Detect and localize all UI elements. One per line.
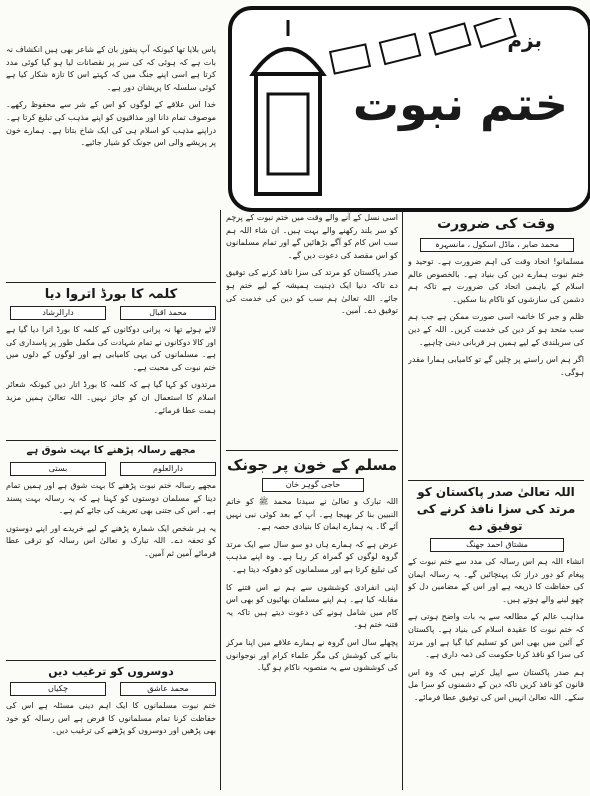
left-column-top [6, 44, 216, 280]
vertical-divider [402, 210, 403, 790]
paragraph: ختم نبوت مسلمانوں کا ایک اہم دینی مسئلہ ہے اس کی حفاظت کرنا تمام مسلمانوں کا فرض ہے اس رسالہ کو خود بھی پڑھیں اور دوسروں کو پڑھنے کی ترغیب دیں۔ [6, 701, 216, 736]
byline-left: بستی [10, 462, 106, 476]
article-title: دوسروں کو ترغیب دیں [48, 665, 174, 678]
masthead-small-title: بزم [507, 28, 542, 52]
paragraph: خدا اس علاقے کے لوگوں کو اس کے شر سے محفوظ رکھے۔ موصوف تمام دانا اور مذاقیوں کو اپنے مذہب کی تبلیغ کرتا ہے۔ دراپنے مذہب کو اسلام ہی کی ایک شاخ بتاتا ہے۔ ہمارے خون پر پریشے والی اس جونک کو شیار جائیے۔ [6, 100, 216, 148]
article-body [408, 556, 584, 790]
paragraph: اپنی انفرادی کوششوں سے ہم نے اس فتنے کا مقابلہ کیا ہے۔ ہم اپنے مسلمان بھائیوں کو بھی اس کام میں شامل ہونے کی دعوت دیتے ہیں تاکہ یہ فتنہ ختم ہو۔ [226, 582, 398, 630]
paragraph: ظلم و جبر کا خاتمہ اسی صورت ممکن ہے جب ہم سب متحد ہو کر دین کی خدمت کریں۔ اللہ کے دین کی سربلندی کے لیے ہمیں ہر قربانی دینی چاہیے۔ [408, 312, 584, 347]
paragraph: پاس بلایا تھا کیونکہ آپ پنفوز بان کے شاعر بھی ہیں انکشاف نہ بات ہے کہ ہوئی کہ کی سر پر نقصانات لیا ہو گیا کوئی مدد کرتا ہے اسی اپنے جنگ میں کہ کہتے اس کا تازہ شکار کیا ہے کوئی سلسلہ کا پریشان دور ہے۔ [6, 45, 216, 92]
vertical-divider [220, 210, 221, 790]
paragraph: پچھلے سال اس گروہ نے ہمارے علاقے میں اپنا مرکز بنانے کی کوشش کی مگر علماء کرام اور نوجوانوں کی کوششوں سے یہ منصوبہ ناکام ہو گیا۔ [226, 637, 398, 673]
article-title: کلمہ کا بورڈ اتروا دیا [44, 287, 178, 302]
article-body [408, 256, 584, 478]
article-body [6, 480, 216, 656]
paragraph: مسلمانو! اتحاد وقت کی اہم ضرورت ہے۔ توحید و ختم نبوت ہمارے دین کی بنیاد ہے۔ بالخصوص عالم اسلام کے باہمی اتحاد کی ضرورت ہے تاکہ ہم دشمن کی سازشوں کو ناکام بنا سکیں۔ [408, 257, 584, 304]
paragraph: انشاء اللہ ہم اس رسالہ کی مدد سے ختم نبوت کے پیغام کو دور دراز تک پہنچائیں گے۔ یہ رسالہ ایمان کی حفاظت کا ذریعہ ہے اور اس کے مضامین دل کو چھو لینے والے ہوتے ہیں۔ [408, 557, 584, 604]
column-divider [408, 480, 584, 481]
byline-left: دارالرشاد [10, 306, 106, 320]
paragraph: یہ ہر شخص ایک شمارہ پڑھنے کے لیے خریدے اور اپنے دوستوں کو تحفہ دے۔ اللہ تبارک و تعالیٰ اس رسالہ کو ترقی عطا فرمائے آمین ثم آمین۔ [6, 523, 216, 558]
article-title: مسلم کے خون پر جونک [226, 456, 398, 474]
article-title: وقت کی ضرورت [437, 216, 555, 232]
byline-left: چکیاں [10, 682, 106, 696]
article-title: اللہ تعالیٰ صدر پاکستان کو مرتد کی سزا نافذ کرنے کی توفیق دے [416, 485, 576, 533]
middle-column-top [226, 212, 398, 448]
byline: حاجی گوہر خان [262, 478, 364, 492]
paragraph: ہم صدر پاکستان سے اپیل کرتے ہیں کہ وہ اس قانون کو نافذ کریں تاکہ دین کے دشمنوں کو سزا مل سکے۔ اللہ تعالیٰ انہیں اس کی توفیق عطا فرمائے۔ [408, 667, 584, 702]
article-body [6, 700, 216, 790]
masthead-big-title: ختم نبوت [352, 77, 568, 131]
column-divider [226, 450, 398, 451]
column-divider [6, 282, 216, 283]
column-divider [6, 660, 216, 661]
paragraph: صدر پاکستان کو مرتد کی سزا نافذ کرنے کی توفیق دے تاکہ دنیا ایک ذہنیت ہمیشہ کے لیے ختم ہو جائے۔ اللہ تعالیٰ ہم سب کو دین کی خدمت کی توفیق دے۔ آمین۔ [226, 268, 398, 316]
paragraph: اللہ تبارک و تعالیٰ نے سیدنا محمد ﷺ کو خاتم النبیین بنا کر بھیجا ہے۔ آپ کے بعد کوئی نبی نہیں آئے گا۔ یہ ہمارے ایمان کا بنیادی حصہ ہے۔ [226, 497, 398, 532]
byline-right: محمد عاشق [120, 682, 216, 696]
paragraph: مجھے رسالہ ختم نبوت پڑھنے کا بہت شوق ہے اور ہمیں تمام دینا کے مسلمان دوستوں کو کہنا ہے کہ یہ رسالہ بہت پسند ہے۔ اس کی جتنی بھی تعریف کی جائے کم ہے۔ [6, 481, 216, 516]
byline-right: محمد اقبال [120, 306, 216, 320]
paragraph: اسی نسل کے آنے والے وقت میں ختم نبوت کے پرچم کو سر بلند رکھنے والے بہت ہیں۔ ان شاء اللہ ہم سب اس کام کو آگے بڑھائیں گے اور تمام مسلمانوں کو اس مقصد کی دعوت دیں گے۔ [226, 213, 398, 260]
paragraph: مذاہب عالم کے مطالعہ سے یہ بات واضح ہوتی ہے کہ ختم نبوت کا عقیدہ اسلام کی بنیاد ہے۔ پاکستان کے آئین میں بھی اس کو تسلیم کیا گیا ہے اور مرتد کی سزا کو نافذ کرنا حکومت کی ذمہ داری ہے۔ [408, 612, 584, 660]
byline: مشتاق احمد جھنگ [430, 538, 564, 552]
envelopes-icon [322, 18, 522, 78]
paragraph: اگر ہم اس راستے پر چلیں گے تو کامیابی ہمارا مقدر ہوگی۔ [408, 355, 584, 377]
byline-right: دارالعلوم [120, 462, 216, 476]
article-title: مجھے رسالہ پڑھنے کا بہت شوق ہے [26, 445, 196, 456]
masthead [228, 6, 590, 212]
paragraph: لائے ہوئے تھا نہ پرانی دوکانوں کے کلمہ کا بورڈ اترا دیا گیا ہے اور کالا دوکانوں نے تمام شہادت کی مکمل طور پر پاسداری کی ہے۔ مسلمانوں کی یہی کامیابی ہے اور لوگوں کے دلوں میں ختم نبوت کی محبت ہے۔ [6, 325, 216, 372]
article-body [226, 496, 398, 790]
byline: محمد صابر ، ماڈل اسکول ، مانسہرہ [420, 238, 574, 252]
paragraph: عرض ہے کہ ہمارے ہاں دو سو سال سے ایک مرتد گروہ لوگوں کو گمراہ کر رہا ہے۔ وہ اپنے مذہب کی تبلیغ کرتا ہے اور مسلمانوں کو دھوکہ دیتا ہے۔ [226, 539, 398, 574]
column-divider [6, 440, 216, 441]
article-body [6, 324, 216, 438]
paragraph: مرتدوں کو کہا گیا ہے کہ کلمہ کا بورڈ اتار دیں کیونکہ شعائر اسلام کا استعمال ان کو جائز نہیں۔ اللہ تعالیٰ ہمیں مزید ہمت عطا فرمائے۔ [6, 380, 216, 415]
